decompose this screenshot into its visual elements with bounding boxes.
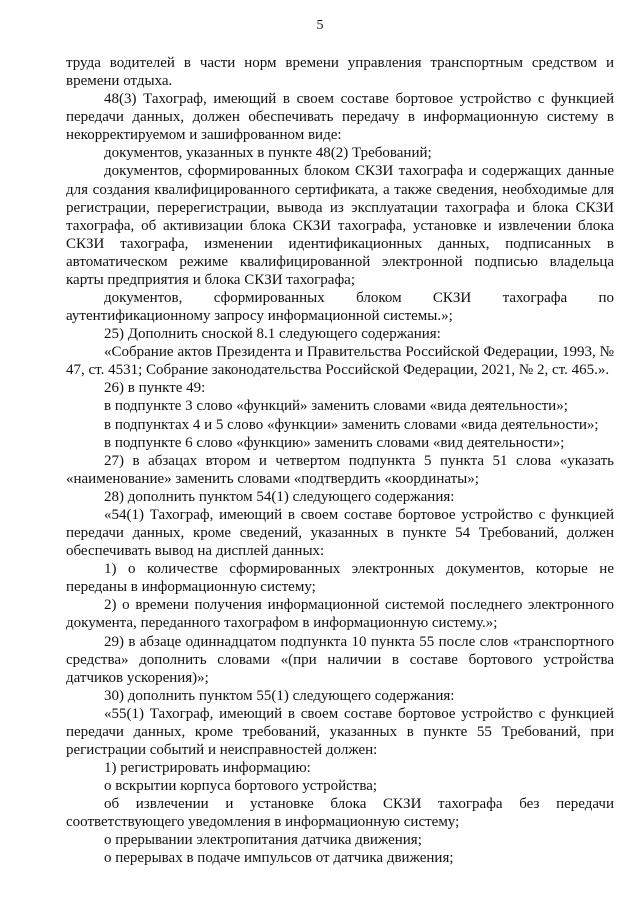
paragraph: 28) дополнить пунктом 54(1) следующего содержания: xyxy=(104,488,455,505)
paragraph: о прерывании электропитания датчика движения; xyxy=(104,832,422,849)
paragraph: 29) в абзаце одиннадцатом подпункта 10 пункта 55 после слов «транспортного средства» дополнить словами «(при наличии в составе бортового устройства датчиков ускорения)»; xyxy=(66,633,614,686)
paragraph: документов, указанных в пункте 48(2) Требований; xyxy=(104,145,432,162)
paragraph: 25) Дополнить сноской 8.1 следующего содержания: xyxy=(104,326,441,343)
paragraph: «55(1) Тахограф, имеющий в своем составе бортовое устройство с функцией передачи данных, кроме требований, указанных в пункте 55 Требований, при регистрации событий и неисправностей должен: xyxy=(66,705,614,758)
page-number: 5 xyxy=(316,18,324,33)
paragraph: в подпункте 3 слово «функций» заменить словами «вида деятельности»; xyxy=(104,398,568,415)
paragraph: о перерывах в подаче импульсов от датчика движения; xyxy=(104,850,454,867)
paragraph: документов, сформированных блоком СКЗИ тахографа по аутентификационному запросу информационной системы.»; xyxy=(66,290,614,325)
paragraph: 1) регистрировать информацию: xyxy=(104,760,311,777)
paragraph: «54(1) Тахограф, имеющий в своем составе бортовое устройство с функцией передачи данных, кроме сведений, указанных в пункте 54 Требований, должен обеспечивать вывод на дисплей данных: xyxy=(66,506,614,560)
paragraph: о вскрытии корпуса бортового устройства; xyxy=(104,778,378,795)
paragraph: 27) в абзацах втором и четвертом подпункта 5 пункта 51 слова «указать «наименование» заменить словами «подтвердить «координаты»; xyxy=(66,452,614,487)
document-text xyxy=(66,54,614,868)
paragraph: 2) о времени получения информационной системой последнего электронного документа, переданного тахографом в информационную систему.»; xyxy=(66,597,614,632)
paragraph: об извлечении и установке блока СКЗИ тахографа без передачи соответствующего уведомления в информационную систему; xyxy=(66,796,614,831)
paragraph: труда водителей в части норм времени управления транспортным средством и времени отдыха. xyxy=(66,55,614,90)
paragraph: документов, сформированных блоком СКЗИ тахографа и содержащих данные для создания квалифицированного сертификата, а также сведения, необходимые для регистрации, перерегистрации, вывода из эксплуатации тахографа и блока СКЗИ тахографа, об активизации блока СКЗИ тахографа, установке и извлечении блока СКЗИ тахографа, изменении идентификационных данных, подписанных в автоматическом режиме квалифицированной электронной подписью владельца карты предприятия и блока СКЗИ тахографа; xyxy=(66,163,614,288)
paragraph: 1) о количестве сформированных электронных документов, которые не переданы в информационную систему; xyxy=(66,561,614,596)
paragraph: 48(3) Тахограф, имеющий в своем составе бортовое устройство с функцией передачи данных, должен обеспечивать передачу в информационную систему в некорректируемом и зашифрованном виде: xyxy=(66,91,614,144)
paragraph: «Собрание актов Президента и Правительства Российской Федерации, 1993, № 47, ст. 4531; Собрание законодательства Российской Федерации, 2021, № 2, ст. 465.». xyxy=(66,344,614,379)
paragraph: 30) дополнить пунктом 55(1) следующего содержания: xyxy=(104,687,455,704)
paragraph: в подпунктах 4 и 5 слово «функции» заменить словами «вида деятельности»; xyxy=(104,416,599,433)
paragraph: 26) в пункте 49: xyxy=(104,380,206,397)
paragraph: в подпункте 6 слово «функцию» заменить словами «вид деятельности»; xyxy=(104,434,565,451)
